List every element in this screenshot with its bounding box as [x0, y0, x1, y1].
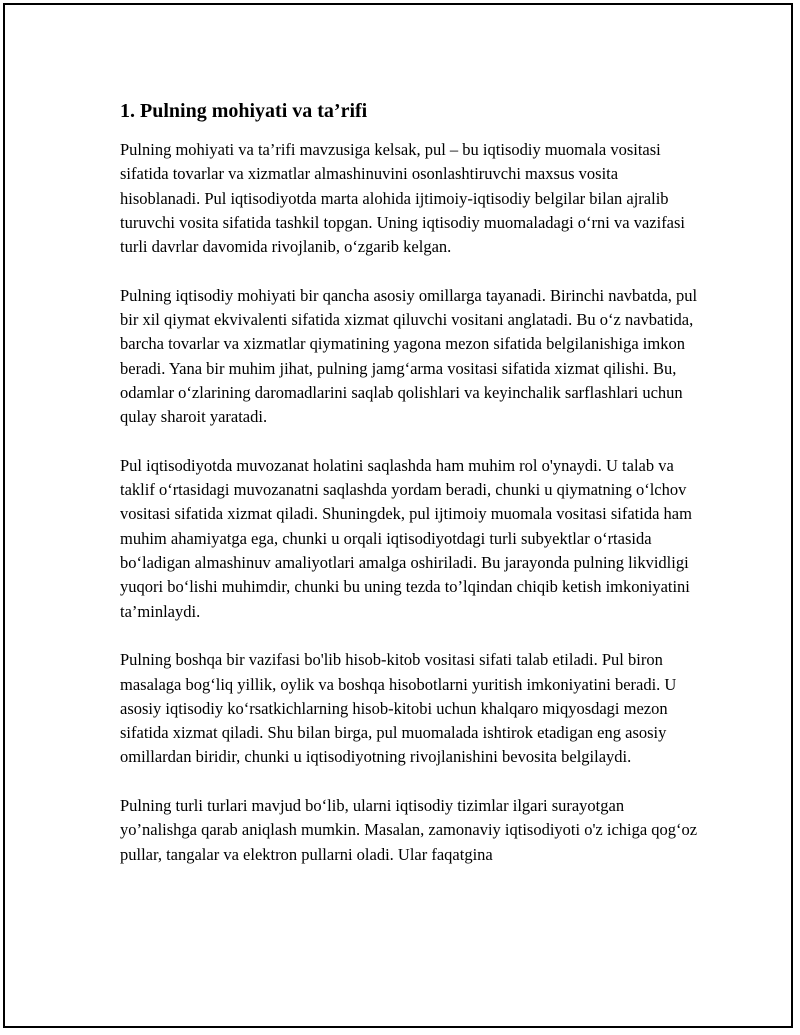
paragraph-3: Pul iqtisodiyotda muvozanat holatini saqlashda ham muhim rol o'ynaydi. U talab va taklif o‘rtasidagi muvozanatni saqlashda yordam beradi, chunki u qiymatning o‘lchov vositasi sifatida xizmat qiladi. Shuningdek, pul ijtimoiy muomala vositasi sifatida ham muhim ahamiyatga ega, chunki u orqali iqtisodiyotdagi turli subyektlar o‘rtasida bo‘ladigan almashinuv amaliyotlari amalga oshiriladi. Bu jarayonda pulning likvidligi yuqori bo‘lishi muhimdir, chunki bu uning tezda to’lqindan chiqib ketish imkoniyatini ta’minlaydi.	[120, 455, 692, 621]
document-body	[120, 98, 700, 891]
document-page	[3, 3, 793, 1028]
paragraph-2: Pulning iqtisodiy mohiyati bir qancha asosiy omillarga tayanadi. Birinchi navbatda, pul bir xil qiymat ekvivalenti sifatida xizmat qiluvchi vositani anglatadi. Bu o‘z navbatida, barcha tovarlar va xizmatlar qiymatining yagona mezon sifatida belgilanishiga imkon beradi. Yana bir muhim jihat, pulning jamg‘arma vositasi sifatida xizmat qilishi. Bu, odamlar o‘zlarining daromadlarini saqlab qolishlari va keyinchalik sarflashlari uchun qulay sharoit yaratadi.	[120, 285, 698, 427]
section-heading: 1. Pulning mohiyati va ta’rifi	[120, 100, 368, 122]
paragraph-5: Pulning turli turlari mavjud bo‘lib, ularni iqtisodiy tizimlar ilgari surayotgan yo’nalishga qarab aniqlash mumkin. Masalan, zamonaviy iqtisodiyoti o'z ichiga qog‘oz pullar, tangalar va elektron pullarni oladi. Ular faqatgina	[120, 796, 698, 864]
paragraph-4: Pulning boshqa bir vazifasi bo'lib hisob-kitob vositasi sifati talab etiladi. Pul biron masalaga bog‘liq yillik, oylik va boshqa hisobotlarni yuritish imkoniyatini beradi. U asosiy iqtisodiy ko‘rsatkichlarning hisob-kitobi uchun khalqaro miqyosdagi mezon sifatida xizmat qiladi. Shu bilan birga, pul muomalada ishtirok etadigan eng asosiy omillardan biridir, chunki u iqtisodiyotning rivojlanishini bevosita belgilaydi.	[120, 650, 677, 767]
paragraph-1: Pulning mohiyati va ta’rifi mavzusiga kelsak, pul – bu iqtisodiy muomala vositasi sifatida tovarlar va xizmatlar almashinuvini osonlashtiruvchi maxsus vosita hisoblanadi. Pul iqtisodiyotda marta alohida ijtimoiy-iqtisodiy belgilar bilan ajralib turuvchi vosita sifatida tashkil topgan. Uning iqtisodiy muomaladagi o‘rni va vazifasi turli davrlar davomida rivojlanib, o‘zgarib kelgan.	[120, 140, 686, 257]
